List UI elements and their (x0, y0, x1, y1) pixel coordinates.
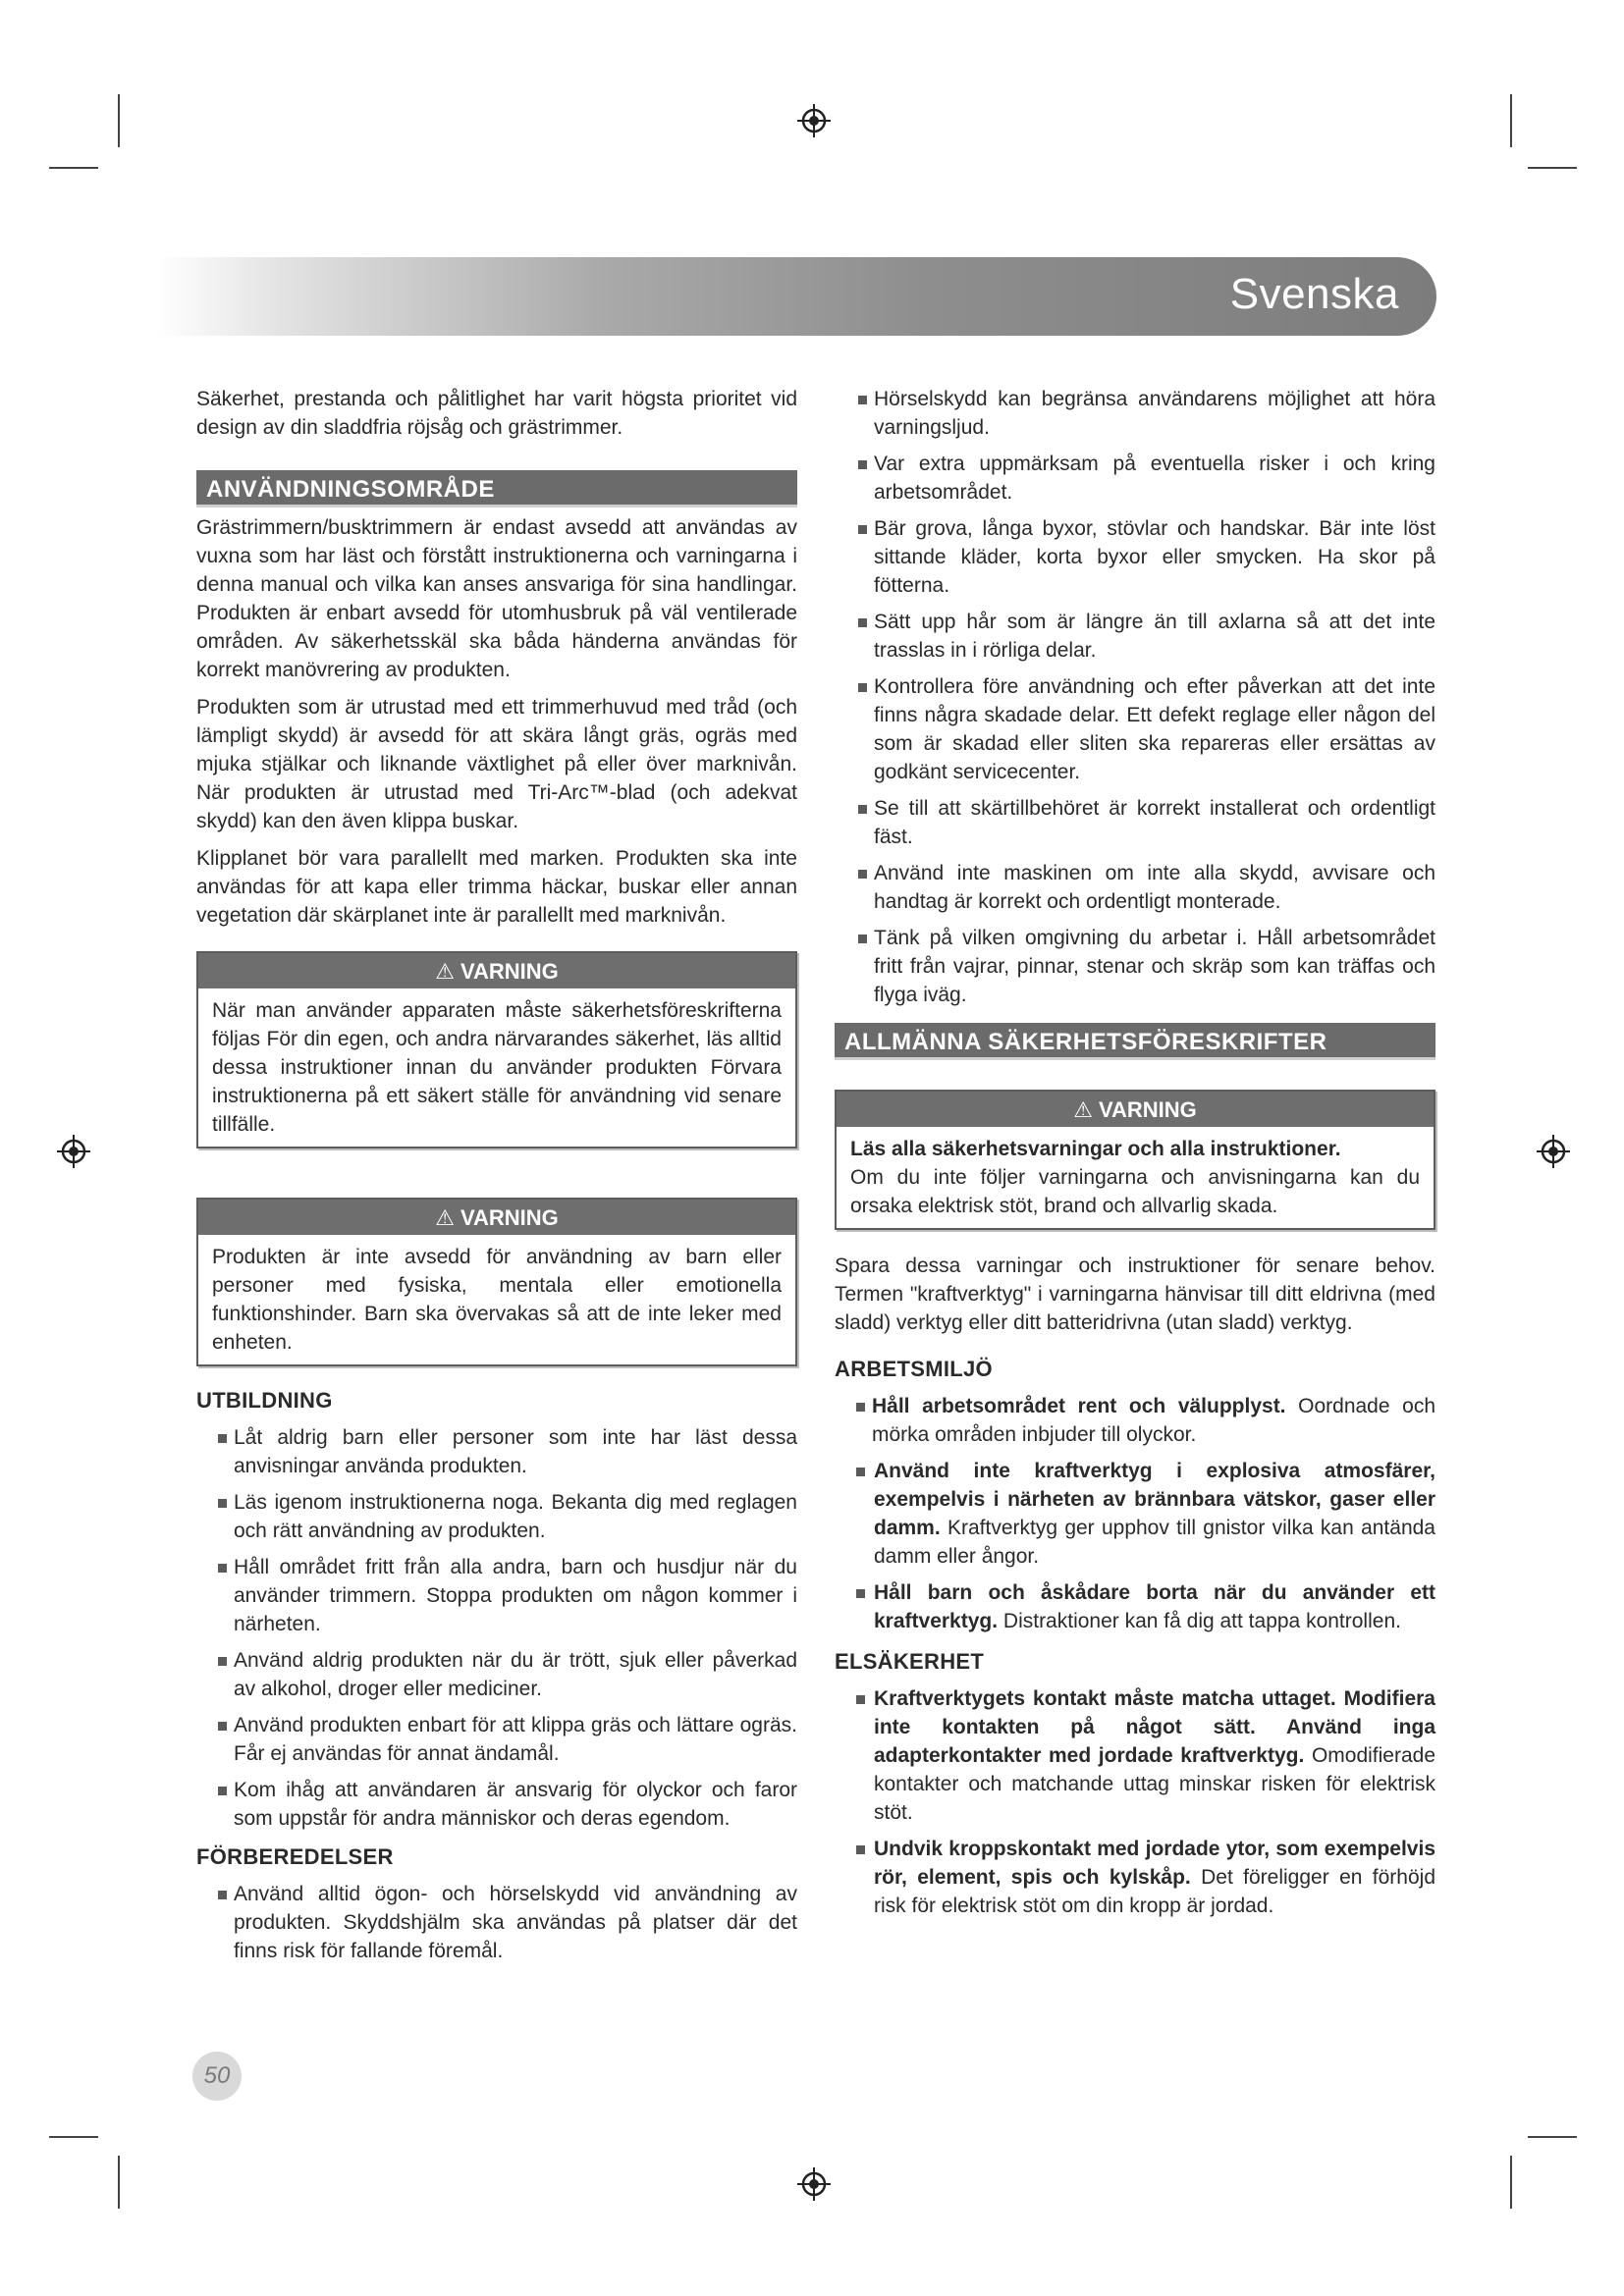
right-column (835, 385, 1435, 1932)
crop-mark (118, 94, 120, 147)
intro-paragraph: Säkerhet, prestanda och pålitlighet har varit högsta prioritet vid design av din sladdfria röjsåg och grästrimmer. (196, 388, 797, 439)
warning-text: Om du inte följer varningarna och anvisningarna kan du orsaka elektrisk stöt, brand och allvarlig skada. (850, 1166, 1420, 1217)
page-number: 50 (192, 2052, 242, 2101)
registration-mark-icon (797, 2167, 831, 2201)
training-list (196, 1423, 797, 1833)
section-heading-work-environment: ARBETSMILJÖ (835, 1357, 993, 1381)
crop-mark (1510, 2156, 1512, 2209)
crop-mark (49, 167, 98, 169)
list-item: Sätt upp hår som är längre än till axlarna så att det inte trasslas in i rörliga delar. (835, 608, 1435, 665)
usage-paragraph: Klipplanet bör vara parallellt med marken. Produkten ska inte användas för att kapa eller trimma häckar, buskar eller annan vegetation där skärplanet inte är parallellt med marknivån. (196, 847, 797, 927)
warning-box (835, 1090, 1435, 1230)
left-column (196, 385, 797, 1977)
list-item: Håll barn och åskådare borta när du använder ett kraftverktyg. Distraktioner kan få dig att tappa kontrollen. (835, 1578, 1435, 1635)
list-item: Håll arbetsområdet rent och välupplyst. Oordnade och mörka områden inbjuder till olyckor. (835, 1392, 1435, 1449)
preparation-list-continued (835, 385, 1435, 1009)
list-item: Använd produkten enbart för att klippa gräs och lättare ogräs. Får ej användas för annat ändamål. (196, 1711, 797, 1768)
language-header-bar (157, 257, 1436, 336)
registration-mark-icon (797, 104, 831, 137)
warning-box (196, 951, 797, 1148)
warning-title: VARNING (460, 1205, 559, 1230)
warning-header (837, 1092, 1434, 1127)
list-item: Låt aldrig barn eller personer som inte har läst dessa anvisningar använda produkten. (196, 1423, 797, 1480)
section-title-general-safety: ALLMÄNNA SÄKERHETSFÖRESKRIFTER (835, 1023, 1435, 1060)
list-item: Se till att skärtillbehöret är korrekt installerat och ordentligt fäst. (835, 794, 1435, 851)
section-heading-preparation: FÖRBEREDELSER (196, 1844, 394, 1869)
list-item: Bär grova, långa byxor, stövlar och handskar. Bär inte löst sittande kläder, korta byxor eller smycken. Ha skor på fötterna. (835, 514, 1435, 600)
section-heading-training: UTBILDNING (196, 1388, 333, 1413)
save-instructions-paragraph: Spara dessa varningar och instruktioner för senare behov. Termen "kraftverktyg" i varningarna hänvisar till ditt eldrivna (med sladd) verktyg eller ditt batteridrivna (utan sladd) verktyg. (835, 1255, 1435, 1334)
list-item: Använd aldrig produkten när du är trött, sjuk eller påverkad av alkohol, droger eller mediciner. (196, 1646, 797, 1703)
warning-box (196, 1198, 797, 1366)
list-item: Kraftverktygets kontakt måste matcha uttaget. Modifiera inte kontakten på något sätt. Använd inga adapterkontakter med jordade kraftverktyg. Omodifierade kontakter och matchande uttag minskar risken för elektrisk stöt. (835, 1684, 1435, 1827)
work-environment-list (835, 1392, 1435, 1635)
warning-title: VARNING (460, 959, 559, 984)
warning-header (198, 953, 795, 988)
registration-mark-icon (1537, 1135, 1570, 1168)
list-item: Kontrollera före användning och efter påverkan att det inte finns några skadade delar. Ett defekt reglage eller någon del som är skadad eller sliten ska repareras eller ersättas av godkänt servicecenter. (835, 672, 1435, 786)
list-item: Var extra uppmärksam på eventuella risker i och kring arbetsområdet. (835, 450, 1435, 507)
list-item: Använd alltid ögon- och hörselskydd vid användning av produkten. Skyddshjälm ska användas på platser där det finns risk för fallande föremål. (196, 1880, 797, 1965)
crop-mark (49, 2136, 98, 2138)
warning-bold-text: Läs alla säkerhetsvarningar och alla instruktioner. (850, 1138, 1341, 1160)
list-item: Undvik kroppskontakt med jordade ytor, som exempelvis rör, element, spis och kylskåp. Det föreligger en förhöjd risk för elektrisk stöt om din kropp är jordad. (835, 1835, 1435, 1920)
crop-mark (1528, 167, 1577, 169)
list-item: Kom ihåg att användaren är ansvarig för olyckor och faror som uppstår för andra människor och deras egendom. (196, 1776, 797, 1833)
usage-paragraph: Grästrimmern/busktrimmern är endast avsedd att användas av vuxna som har läst och förstått instruktionerna och varningarna i denna manual och vilka kan anses ansvariga för sina handlingar. Produkten är enbart avsedd för utomhusbruk på väl ventilerade områden. Av säkerhetsskäl ska båda händerna användas för korrekt manövrering av produkten. (196, 516, 797, 681)
warning-triangle-icon: ⚠ (435, 1205, 455, 1230)
list-item: Hörselskydd kan begränsa användarens möjlighet att höra varningsljud. (835, 385, 1435, 442)
list-item: Tänk på vilken omgivning du arbetar i. Håll arbetsområdet fritt från vajrar, pinnar, stenar och skräp som kan träffas och flyga iväg. (835, 924, 1435, 1009)
section-title-usage: ANVÄNDNINGSOMRÅDE (196, 470, 797, 507)
list-item: Läs igenom instruktionerna noga. Bekanta dig med reglagen och rätt användning av produkten. (196, 1488, 797, 1545)
language-title: Svenska (1229, 270, 1399, 318)
crop-mark (118, 2156, 120, 2209)
crop-mark (1528, 2136, 1577, 2138)
registration-mark-icon (57, 1135, 90, 1168)
section-heading-electrical-safety: ELSÄKERHET (835, 1649, 985, 1674)
warning-title: VARNING (1098, 1097, 1197, 1122)
warning-triangle-icon: ⚠ (1073, 1097, 1093, 1122)
warning-text: Produkten är inte avsedd för användning av barn eller personer med fysiska, mentala eller emotionella funktionshinder. Barn ska övervakas så att de inte leker med enheten. (212, 1246, 782, 1354)
electrical-safety-list (835, 1684, 1435, 1920)
preparation-list (196, 1880, 797, 1965)
warning-triangle-icon: ⚠ (435, 959, 455, 984)
list-item: Håll området fritt från alla andra, barn och husdjur när du använder trimmern. Stoppa produkten om någon kommer i närheten. (196, 1553, 797, 1638)
warning-text: När man använder apparaten måste säkerhetsföreskrifterna följas För din egen, och andra närvarandes säkerhet, läs alltid dessa instruktioner innan du använder produkten Förvara instruktionerna på ett säkert ställe för användning vid senare tillfälle. (212, 999, 782, 1136)
list-item: Använd inte maskinen om inte alla skydd, avvisare och handtag är korrekt och ordentligt monterade. (835, 859, 1435, 916)
crop-mark (1510, 94, 1512, 147)
warning-header (198, 1200, 795, 1235)
usage-paragraph: Produkten som är utrustad med ett trimmerhuvud med tråd (och lämpligt skydd) är avsedd för att skära långt gräs, ogräs med mjuka stjälkar och liknande växtlighet på eller över marknivån. När produkten är utrustad med Tri-Arc™-blad (och adekvat skydd) kan den även klippa buskar. (196, 696, 797, 832)
list-item: Använd inte kraftverktyg i explosiva atmosfärer, exempelvis i närheten av brännbara vätskor, gaser eller damm. Kraftverktyg ger upphov till gnistor vilka kan antända damm eller ångor. (835, 1457, 1435, 1571)
